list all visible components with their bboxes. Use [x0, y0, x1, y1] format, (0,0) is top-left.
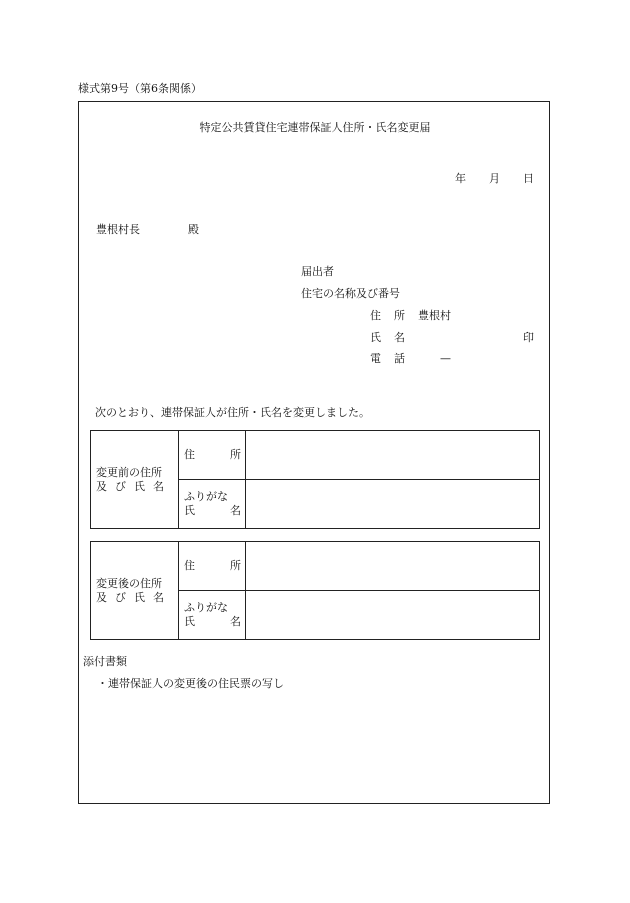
before-header-char-1: 及 — [96, 479, 107, 493]
before-name-field[interactable] — [246, 480, 540, 529]
after-header-char-2: び — [115, 590, 126, 604]
before-header-char-2: び — [115, 479, 126, 493]
before-name-label-cell — [179, 480, 246, 529]
before-address-field[interactable] — [246, 431, 540, 480]
after-header-char-3: 氏 — [134, 590, 145, 604]
attachments-heading: 添付書類 — [83, 655, 127, 668]
after-name-field[interactable] — [246, 591, 540, 640]
after-name-label — [184, 615, 241, 629]
before-change-table — [90, 430, 540, 529]
date-year: 年 — [455, 172, 466, 185]
attachment-item: ・連帯保証人の変更後の住民票の写し — [97, 677, 284, 690]
before-address-char-2: 所 — [230, 448, 241, 461]
submitter-label: 届出者 — [301, 265, 334, 278]
submitter-name-label-1: 氏 — [370, 331, 381, 344]
submitter-name-row — [370, 331, 405, 345]
submitter-phone-label-1: 電 — [370, 352, 381, 365]
submitter-address-label-2: 所 — [394, 309, 405, 322]
before-header-cell — [91, 431, 179, 529]
before-header-line2 — [96, 480, 164, 494]
before-name-label — [184, 504, 241, 518]
recipient-name: 豊根村長 — [96, 223, 140, 236]
after-header-line2 — [96, 591, 164, 605]
after-header-char-4: 名 — [153, 590, 164, 604]
statement-text: 次のとおり、連帯保証人が住所・氏名を変更しました。 — [95, 406, 370, 419]
submitter-address-value: 豊根村 — [418, 309, 451, 322]
after-address-char-1: 住 — [184, 559, 195, 572]
after-header-char-1: 及 — [96, 590, 107, 604]
form-number: 様式第9号（第6条関係） — [78, 82, 202, 95]
before-address-char-1: 住 — [184, 448, 195, 461]
recipient-honorific: 殿 — [188, 223, 199, 236]
after-header-cell — [91, 542, 179, 640]
date-month: 月 — [489, 172, 500, 185]
phone-dash: — — [440, 352, 451, 365]
before-name-char-2: 名 — [230, 504, 241, 517]
before-address-label — [184, 448, 241, 462]
before-header-line1: 変更前の住所 — [96, 465, 162, 479]
after-change-table — [90, 541, 540, 640]
before-furigana-label: ふりがな — [184, 490, 228, 503]
housing-label: 住宅の名称及び番号 — [301, 287, 400, 300]
after-header-line1: 変更後の住所 — [96, 576, 162, 590]
after-address-label — [184, 559, 241, 573]
after-address-label-cell — [179, 542, 246, 591]
seal-mark: 印 — [523, 331, 534, 344]
after-name-label-cell — [179, 591, 246, 640]
submitter-address-label-1: 住 — [370, 309, 381, 322]
submitter-address-row — [370, 309, 405, 323]
form-title: 特定公共賃貸住宅連帯保証人住所・氏名変更届 — [199, 121, 431, 134]
before-name-char-1: 氏 — [184, 504, 195, 517]
after-address-char-2: 所 — [230, 559, 241, 572]
before-address-label-cell — [179, 431, 246, 480]
after-address-field[interactable] — [246, 542, 540, 591]
after-name-char-2: 名 — [230, 615, 241, 628]
date-day: 日 — [523, 172, 534, 185]
submitter-phone-label-2: 話 — [394, 352, 405, 365]
before-header-char-3: 氏 — [134, 479, 145, 493]
after-name-char-1: 氏 — [184, 615, 195, 628]
submitter-phone-row — [370, 352, 405, 366]
after-furigana-label: ふりがな — [184, 601, 228, 614]
before-header-char-4: 名 — [153, 479, 164, 493]
submitter-name-label-2: 名 — [394, 331, 405, 344]
